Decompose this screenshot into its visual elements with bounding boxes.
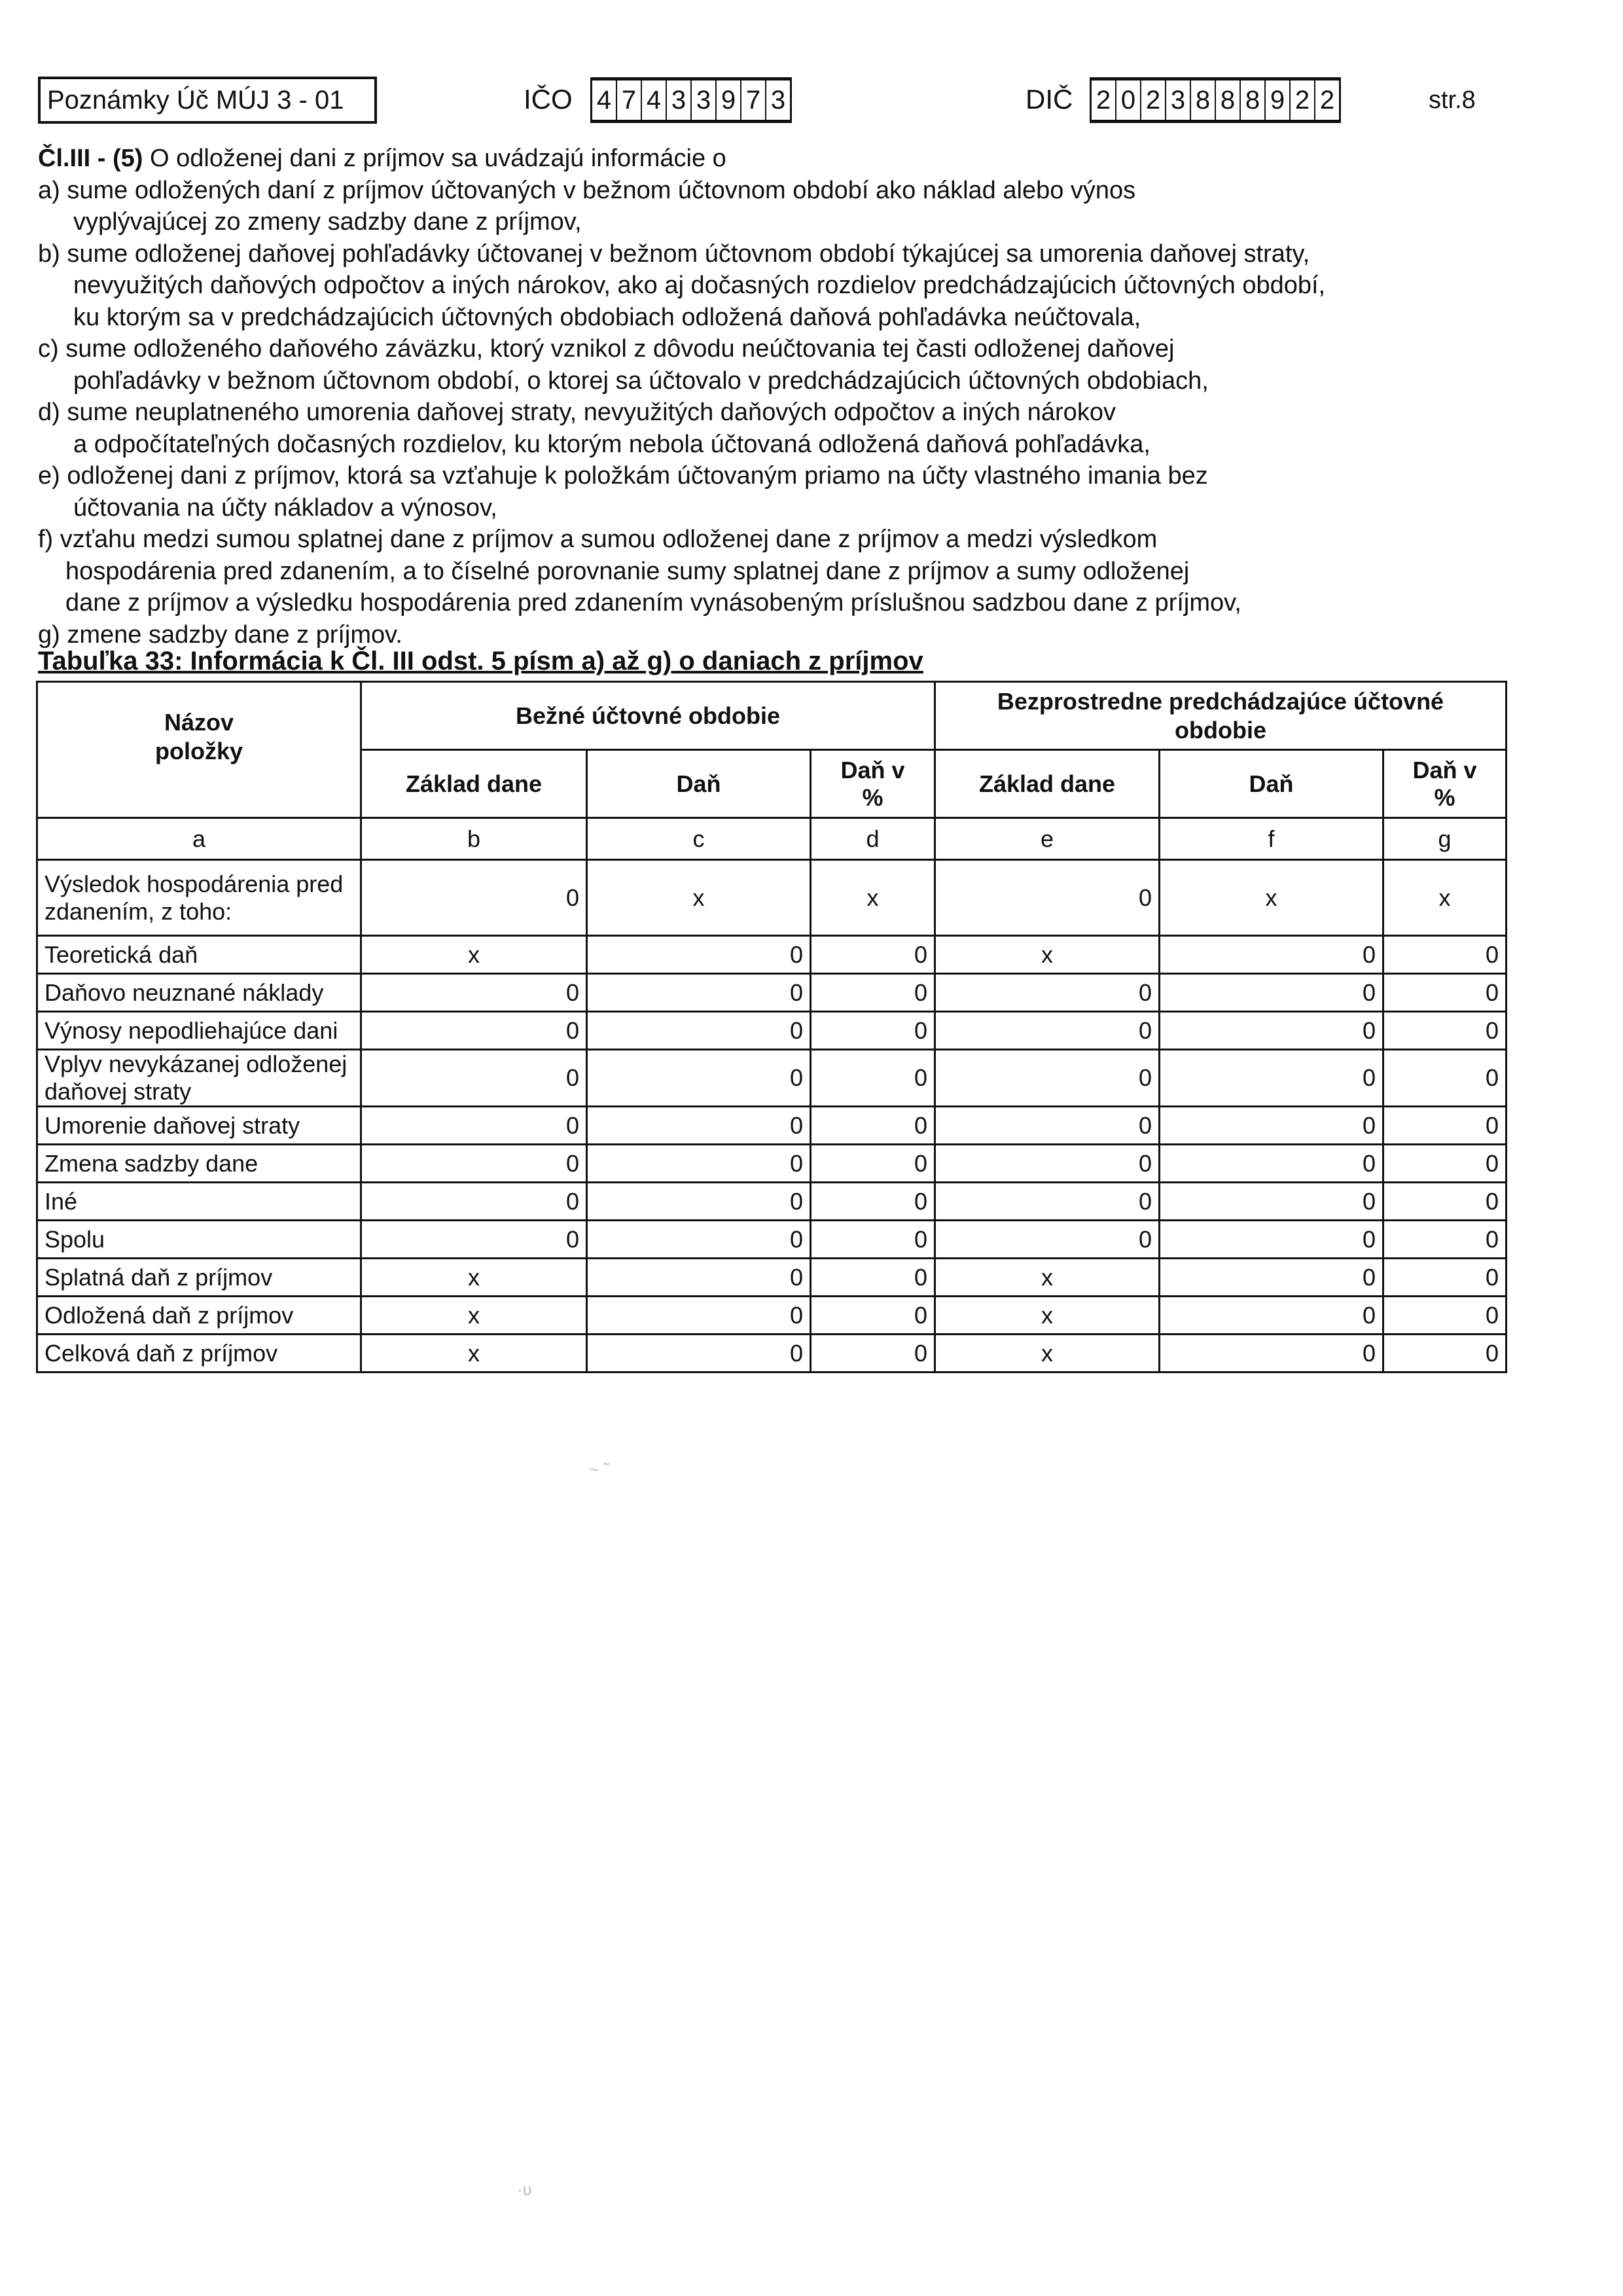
table-cell: 0 — [1160, 1221, 1383, 1259]
intro-item-line: a odpočítateľných dočasných rozdielov, ku ktorým nebola účtovaná odložená daňová pohľadávka, — [73, 430, 1150, 458]
table-cell: 0 — [1160, 1183, 1383, 1221]
table-cell: 0 — [587, 1107, 811, 1145]
table-cell: 0 — [361, 1145, 587, 1183]
dic-digit-boxes — [1090, 77, 1341, 123]
table-cell: 0 — [587, 1183, 811, 1221]
table-cell: 0 — [811, 974, 935, 1012]
row-label: Iné — [37, 1183, 361, 1221]
table-cell: 0 — [361, 1012, 587, 1050]
col-header-name: Názov položky — [37, 682, 361, 818]
period-previous-header: Bezprostredne predchádzajúce účtovné obdobie — [935, 682, 1507, 750]
column-letter: f — [1160, 818, 1383, 860]
table-caption: Tabuľka 33: Informácia k Čl. III odst. 5 písm a) až g) o daniach z príjmov — [38, 647, 923, 675]
table-cell: 0 — [811, 1050, 935, 1107]
article-reference: Čl.III - (5) — [38, 145, 143, 172]
dic-digit: 3 — [1165, 81, 1190, 120]
dic-digit: 2 — [1289, 81, 1314, 120]
ico-digit: 3 — [765, 81, 790, 120]
column-letter: a — [37, 818, 361, 860]
table-row — [37, 1107, 1507, 1145]
table-cell: 0 — [1383, 1050, 1507, 1107]
scan-speck: ~ ˜ — [589, 1460, 610, 1479]
table-cell: 0 — [811, 936, 935, 974]
table-cell: 0 — [811, 1335, 935, 1372]
table-cell: 0 — [587, 1221, 811, 1259]
table-cell: 0 — [361, 1107, 587, 1145]
intro-item-line: e) odloženej dani z príjmov, ktorá sa vzťahuje k položkám účtovaným priamo na účty vlastného imania bez — [38, 462, 1208, 490]
table-cell: 0 — [1160, 1012, 1383, 1050]
table-cell: x — [361, 1335, 587, 1372]
table-cell: x — [811, 860, 935, 936]
table-cell: x — [361, 1259, 587, 1297]
table-cell: 0 — [587, 1050, 811, 1107]
table-cell: 0 — [1383, 1221, 1507, 1259]
table-cell: 0 — [361, 860, 587, 936]
table-cell: 0 — [1383, 1259, 1507, 1297]
table-cell: 0 — [587, 1335, 811, 1372]
table-cell: 0 — [1160, 1107, 1383, 1145]
table-cell: 0 — [587, 1259, 811, 1297]
intro-item-line: dane z príjmov a výsledku hospodárenia pred zdanením vynásobeným príslušnou sadzbou dane z príjmov, — [65, 589, 1241, 617]
table-cell: 0 — [361, 1183, 587, 1221]
table-cell: 0 — [1160, 1145, 1383, 1183]
sub-header-cell: Daň v % — [1383, 750, 1507, 818]
intro-item-line: vyplývajúcej zo zmeny sadzby dane z príjmov, — [73, 208, 582, 236]
table-cell: 0 — [811, 1259, 935, 1297]
table-cell: 0 — [811, 1145, 935, 1183]
table-cell: x — [587, 860, 811, 936]
intro-text — [38, 143, 1543, 651]
sub-header-cell: Daň v % — [811, 750, 935, 818]
table-cell: 0 — [811, 1221, 935, 1259]
table-cell: 0 — [587, 974, 811, 1012]
sub-header-cell: Daň — [1160, 750, 1383, 818]
dic-digit: 2 — [1314, 81, 1339, 120]
ico-digit: 7 — [616, 81, 641, 120]
table-row — [37, 1259, 1507, 1297]
column-letter: c — [587, 818, 811, 860]
table-cell: 0 — [935, 1050, 1160, 1107]
page-number: str.8 — [1429, 86, 1476, 114]
table-cell: 0 — [811, 1297, 935, 1335]
period-current-header: Bežné účtovné obdobie — [361, 682, 935, 750]
form-label-box — [38, 77, 377, 124]
row-label: Teoretická daň — [37, 936, 361, 974]
row-label: Zmena sadzby dane — [37, 1145, 361, 1183]
table-cell: 0 — [587, 936, 811, 974]
table-cell: 0 — [587, 1145, 811, 1183]
table-row — [37, 1145, 1507, 1183]
table-cell: 0 — [361, 1221, 587, 1259]
column-letter: d — [811, 818, 935, 860]
intro-items — [38, 175, 1543, 651]
table-cell: 0 — [1383, 1183, 1507, 1221]
table-cell: 0 — [1160, 1259, 1383, 1297]
row-label: Výnosy nepodliehajúce dani — [37, 1012, 361, 1050]
table-row — [37, 936, 1507, 974]
scan-speck: ·ʋ — [517, 2179, 532, 2199]
column-letter: g — [1383, 818, 1507, 860]
table-cell: x — [1160, 860, 1383, 936]
ico-digit: 4 — [641, 81, 666, 120]
table-cell: 0 — [935, 974, 1160, 1012]
row-label: Spolu — [37, 1221, 361, 1259]
table-row — [37, 1183, 1507, 1221]
intro-item-line: b) sume odloženej daňovej pohľadávky účtovanej v bežnom účtovnom období týkajúcej sa umorenia daňovej straty, — [38, 240, 1310, 268]
dic-digit: 8 — [1240, 81, 1264, 120]
table-cell: 0 — [935, 1012, 1160, 1050]
ico-digit: 7 — [740, 81, 765, 120]
table-cell: x — [361, 1297, 587, 1335]
dic-digit: 9 — [1264, 81, 1289, 120]
row-label: Výsledok hospodárenia pred zdanením, z toho: — [37, 860, 361, 936]
table-cell: x — [935, 1335, 1160, 1372]
row-label: Splatná daň z príjmov — [37, 1259, 361, 1297]
table-cell: 0 — [587, 1012, 811, 1050]
row-label: Umorenie daňovej straty — [37, 1107, 361, 1145]
table-cell: x — [361, 936, 587, 974]
intro-item-line: hospodárenia pred zdanením, a to číselné porovnanie sumy splatnej dane z príjmov a sumy odloženej — [65, 557, 1190, 585]
table-cell: 0 — [1160, 1297, 1383, 1335]
table-cell: 0 — [811, 1012, 935, 1050]
dic-digit: 2 — [1140, 81, 1165, 120]
dic-digit: 8 — [1190, 81, 1215, 120]
row-label: Vplyv nevykázanej odloženej daňovej straty — [37, 1050, 361, 1107]
table-cell: 0 — [1383, 936, 1507, 974]
table-cell: 0 — [1160, 1050, 1383, 1107]
table-cell: 0 — [1383, 1012, 1507, 1050]
table-cell: 0 — [1383, 1335, 1507, 1372]
row-label: Daňovo neuznané náklady — [37, 974, 361, 1012]
table-cell: 0 — [1383, 974, 1507, 1012]
table-cell: 0 — [587, 1297, 811, 1335]
table-cell: 0 — [935, 1183, 1160, 1221]
table-cell: 0 — [1160, 974, 1383, 1012]
intro-item-line: účtovania na účty nákladov a výnosov, — [73, 493, 497, 522]
row-label: Celková daň z príjmov — [37, 1335, 361, 1372]
intro-item-line: d) sume neuplatneného umorenia daňovej straty, nevyužitých daňových odpočtov a iných nárokov — [38, 399, 1116, 426]
column-letter: e — [935, 818, 1160, 860]
table-row — [37, 1050, 1507, 1107]
table-row — [37, 860, 1507, 936]
intro-item-line: nevyužitých daňových odpočtov a iných nárokov, ako aj dočasných rozdielov predchádzajúcich účtovných období, — [73, 272, 1326, 299]
ico-digit: 3 — [666, 81, 690, 120]
table-cell: x — [935, 1297, 1160, 1335]
table-row — [37, 1297, 1507, 1335]
intro-item-line: c) sume odloženého daňového záväzku, ktorý vznikol z dôvodu neúčtovania tej časti odloženej daňovej — [38, 335, 1175, 363]
table-cell: 0 — [1160, 1335, 1383, 1372]
ico-digit-boxes — [590, 77, 792, 123]
table-cell: 0 — [361, 1050, 587, 1107]
intro-item-line: pohľadávky v bežnom účtovnom období, o ktorej sa účtovalo v predchádzajúcich účtovných obdobiach, — [73, 367, 1209, 395]
table-cell: x — [935, 1259, 1160, 1297]
dic-label: DIČ — [1026, 84, 1073, 115]
table-row — [37, 1012, 1507, 1050]
dic-digit: 2 — [1096, 86, 1111, 115]
table-cell: 0 — [1383, 1145, 1507, 1183]
table-cell: 0 — [935, 1145, 1160, 1183]
intro-heading-text: O odloženej dani z príjmov sa uvádzajú informácie o — [143, 145, 726, 172]
column-letter: b — [361, 818, 587, 860]
row-label: Odložená daň z príjmov — [37, 1297, 361, 1335]
ico-digit: 4 — [596, 86, 612, 115]
table-cell: x — [935, 936, 1160, 974]
table-cell: 0 — [935, 860, 1160, 936]
tax-info-table — [36, 681, 1507, 1373]
column-letter-row — [37, 818, 1507, 860]
dic-digit: 8 — [1215, 81, 1240, 120]
form-label: Poznámky Úč MÚJ 3 - 01 — [47, 86, 344, 115]
intro-item-line: f) vzťahu medzi sumou splatnej dane z príjmov a sumou odloženej dane z príjmov a medzi výsledkom — [38, 526, 1158, 553]
table-cell: 0 — [1383, 1107, 1507, 1145]
sub-header-cell: Daň — [587, 750, 811, 818]
dic-digit: 0 — [1115, 81, 1140, 120]
sub-header-cell: Základ dane — [361, 750, 587, 818]
intro-item-line: a) sume odložených daní z príjmov účtovaných v bežnom účtovnom období ako náklad alebo výnos — [38, 176, 1136, 204]
table-cell: 0 — [935, 1107, 1160, 1145]
table-cell: 0 — [361, 974, 587, 1012]
sub-header-cell: Základ dane — [935, 750, 1160, 818]
table-cell: 0 — [935, 1221, 1160, 1259]
intro-item-line: ku ktorým sa v predchádzajúcich účtovných obdobiach odložená daňová pohľadávka neúčtovala, — [73, 303, 1141, 331]
table-cell: 0 — [811, 1183, 935, 1221]
table-row — [37, 1221, 1507, 1259]
intro-item-line: g) zmene sadzby dane z príjmov. — [38, 620, 402, 649]
intro-heading — [38, 143, 1543, 175]
table-body — [37, 860, 1507, 1372]
table-cell: 0 — [1160, 936, 1383, 974]
table-row — [37, 1335, 1507, 1372]
table-cell: x — [1383, 860, 1507, 936]
ico-digit: 3 — [690, 81, 715, 120]
ico-label: IČO — [524, 84, 573, 115]
ico-digit: 9 — [715, 81, 740, 120]
table-row — [37, 974, 1507, 1012]
table-cell: 0 — [1383, 1297, 1507, 1335]
table-cell: 0 — [811, 1107, 935, 1145]
